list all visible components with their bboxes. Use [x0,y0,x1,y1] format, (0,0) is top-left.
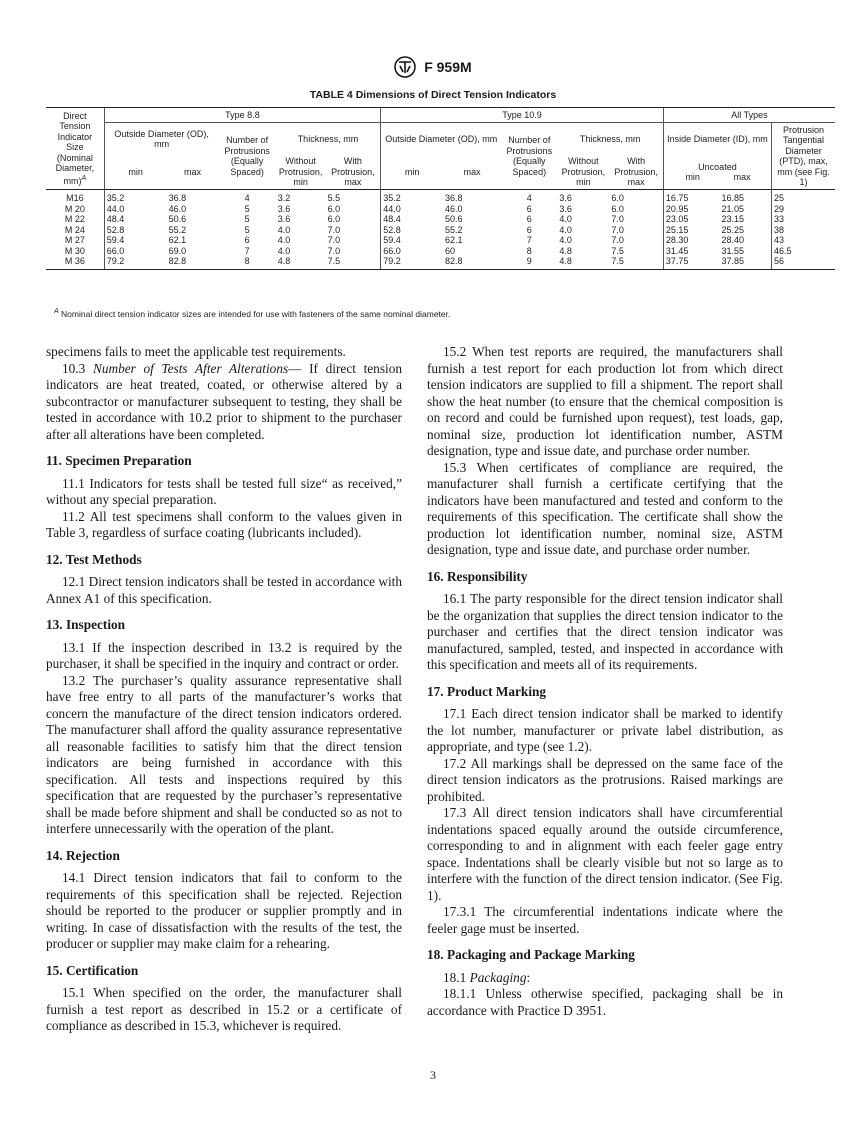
thick-without: Without Protrusion, min [276,155,326,190]
table-cell: 21.05 [721,203,745,214]
table-cell: 6 [526,214,532,224]
table-cell: 28.30 [663,235,719,246]
table-cell: 6.0 [611,203,624,214]
table-cell: 82.8 [443,256,501,269]
table-cell: 56 [771,256,835,269]
table-row [46,235,835,246]
table-cell: M 22 [64,214,85,224]
od-min-109: min [381,155,443,190]
table-cell: M 30 [64,245,85,256]
table-cell: 48.4 [104,214,166,225]
od-max: max [167,155,219,190]
paragraph: 11.1 Indicators for tests shall be tested full size“ as received,” without any special preparation. [46,475,402,507]
table-footnote: $^A$ Nominal direct tension indicator sizes are intended for use with fasteners of the same nominal diameter. [54,308,451,319]
table-cell: M 24 [64,224,85,235]
paragraph: specimens fails to meet the applicable test requirements. [46,344,346,359]
table-cell: 3.6 [277,214,291,224]
table-cell: 59.4 [104,235,166,246]
table-cell: 7 [526,235,532,245]
table-cell: 6.0 [327,203,341,214]
paragraph: 16.1 The party responsible for the direct tension indicator shall be the organization that supplies the direct tension indicator to the purchaser and certifies that the direct tension indicator was manufactured, sampled, tested, and inspected in accordance with this specification and meets all of its requirements. [427,591,783,672]
astm-logo-icon [394,56,416,81]
paragraph: 14.1 Direct tension indicators that fail to conform to the requirements of this specification shall be rejected. Rejection should be reported to the producer or supplier promptly and in writing. In case of dissatisfaction with the results of the test, the producer or supplier may make claim for a rehearing. [46,870,402,951]
table-cell: 35.2 [104,190,166,204]
table-cell: 7.0 [327,245,341,256]
table-cell: 5.5 [327,193,341,203]
table-cell: 16.75 [663,190,719,204]
table-cell: 55.2 [445,224,463,235]
table-row [46,190,835,204]
table-cell: 7.0 [611,235,624,245]
table-cell: 29 [771,204,835,215]
col-header-size: Direct Tension Indicator Size (Nominal Diameter, mm)$^A$ [46,108,104,190]
table-cell: 16.85 [721,193,745,203]
section-heading: 11. Specimen Preparation [46,453,192,468]
id-uncoated: Uncoated min max [663,155,771,190]
document-designation: F 959M [424,59,472,76]
table-cell: M16 [66,193,84,203]
thick-without-109: Without Protrusion, min [557,155,609,190]
table-row [46,256,835,269]
table-cell: 48.4 [381,214,443,225]
table-cell: 4 [526,193,532,203]
section-heading: 17. Product Marking [427,683,547,699]
table-caption: TABLE 4 Dimensions of Direct Tension Indicators [309,89,557,101]
col-header-ptd: Protrusion Tangential Diameter (PTD), max, mm (see Fig. 1) [771,123,835,190]
table-cell: 5 [244,214,250,224]
table-cell: 79.2 [381,256,443,269]
col-header-id: Inside Diameter (ID), mm [663,123,771,156]
section-heading: 15. Certification [46,962,139,978]
table-cell: 43 [771,235,835,246]
table-cell: 37.85 [720,256,772,269]
table-cell: 7.5 [326,256,381,269]
table-cell: 6.0 [611,193,624,203]
group-type-8-8: Type 8.8 [104,108,380,123]
table-cell: 7.0 [611,214,624,224]
table-cell: 7.0 [327,235,341,245]
paragraph: 15.2 When test reports are required, the manufacturers shall furnish a test report for each production lot from which direct tension indicators are supplied to fill a shipment. The report shall show the heat number (to ensure that the chemical composition is on record and could be furnished upon request), test loads, gap, nominal size, production lot identification number, ASTM designation, type and issue date, and purchase order number. [427,344,783,458]
od-max-109: max [443,155,501,190]
paragraph: 18.1 Packaging: [443,969,531,985]
table-cell: 4.8 [276,256,326,269]
table-cell: 6 [244,235,250,245]
table-cell: 50.6 [168,214,187,224]
col-header-protrusions: Number of Protrusions (Equally Spaced) [219,123,276,190]
table-cell: 23.05 [663,214,719,225]
paragraph: 13.2 The purchaser’s quality assurance representative shall have free entry to all parts of the manufacturer’s works that concern the manufacture of the direct tension indicators ordered. The manufacturer shall afford the quality assurance representative all reasonable facilities to satisfy him that the direct tension indicators are being furnished in accordance with this specification. All tests and inspections required by this specification that are requested by the purchaser’s representative shall be made before shipment and shall be conducted so as not to interfere unnecessarily with the operation of the plant. [46,672,402,836]
col-header-protrusions-109: Number of Protrusions (Equally Spaced) [501,123,557,190]
table-cell: 25.25 [721,224,745,235]
table-cell: 59.4 [381,235,443,246]
paragraph: 17.1 Each direct tension indicator shall be marked to identify the lot number, manufacturer or private label distribution, as appropriate, and type (see 1.2). [427,706,783,754]
page-header [0,56,866,81]
table-cell: 69.0 [168,245,187,256]
group-all-types: All Types [663,108,835,123]
table-cell: 50.6 [445,214,463,224]
table-cell: 6 [526,203,532,214]
paragraph: 18.1.1 Unless otherwise specified, packaging shall be in accordance with Practice D 3951. [427,986,783,1018]
section-heading: 16. Responsibility [427,568,528,584]
table-cell: 8 [526,245,532,256]
table-cell: 9 [501,256,557,269]
table-cell: M 27 [64,235,85,245]
table-cell: 3.2 [277,193,291,203]
table-cell: 5 [244,203,250,214]
table-cell: 5 [244,224,250,235]
thick-with-109: With Protrusion, max [609,155,663,190]
table-cell: 46.0 [445,203,463,214]
table-cell: 7.5 [611,245,624,256]
table-cell: 82.8 [167,256,219,269]
paragraph: 10.3 Number of Tests After Alterations— If direct tension indicators are heat treated, coated, or otherwise altered by a subcontractor or manufacturer subsequent to testing, they shall be tested in accordance with 10.2 prior to shipment to the purchaser after all alterations have been completed. [46,360,402,442]
table-cell: 4.8 [557,256,609,269]
table-cell: 4.0 [559,224,572,235]
page-number: 3 [430,1068,436,1082]
col-header-thickness: Thickness, mm [297,133,359,144]
paragraph: 17.3 All direct tension indicators shall have circumferential indentations spaced equally around the outside circumference, corresponding to and in alignment with each feeler gage entry space. Indentations shall be clearly visible but not so large as to interfere with the function of the direct tension indicator. (See Fig. 1). [427,805,783,903]
table-cell: 7.0 [327,224,341,235]
table-cell: 7.5 [609,256,663,269]
table-cell: 79.2 [104,256,166,269]
section-heading: 14. Rejection [46,847,120,863]
col-header-od-109: Outside Diameter (OD), mm [381,123,502,156]
paragraph: 17.3.1 The circumferential indentations indicate where the feeler gage must be inserted. [427,904,783,936]
table-cell: M 36 [46,256,104,269]
table-cell: 62.1 [445,235,463,245]
table-cell: 52.8 [104,225,166,236]
table-cell: 62.1 [168,235,187,245]
group-type-10-9: Type 10.9 [381,108,664,123]
table-cell: 3.6 [559,193,572,203]
table-cell: 20.95 [663,204,719,215]
section-heading: 18. Packaging and Package Marking [427,947,635,962]
paragraph: 15.3 When certificates of compliance are required, the manufacturer shall furnish a certificate certifying that the indicators have been manufactured and tested and conform to the requirements of this specification. The certificate shall show the production lot identification number, nominal size, ASTM designation, type and issue date, and purchase order number. [427,459,783,557]
od-min: min [104,155,166,190]
table-cell: 4.0 [559,235,572,245]
table-cell: 8 [219,256,276,269]
table-cell: 44.0 [104,204,166,215]
table-cell: 4.0 [559,214,572,224]
paragraph: 13.1 If the inspection described in 13.2 is required by the purchaser, it shall be specified in the inquiry and contract or order. [46,639,402,671]
table-cell: 7.0 [611,224,624,235]
table-cell: 35.2 [381,190,443,204]
table-cell: 28.40 [721,235,745,245]
table-cell: 4.0 [277,224,291,235]
table-cell: 44.0 [381,204,443,215]
right-column [427,344,783,1019]
table-row [46,214,835,225]
table-cell: 38 [771,225,835,236]
table-cell: 7 [244,245,250,256]
left-column [46,344,402,1035]
table-row [46,204,835,215]
table-cell: 52.8 [381,225,443,236]
table-cell: 66.0 [381,246,443,257]
table-cell: 33 [771,214,835,225]
table-cell: 46.5 [771,246,835,257]
thick-with: With Protrusion, max [326,155,381,190]
table-cell: 36.8 [445,193,463,203]
paragraph: 12.1 Direct tension indicators shall be tested in accordance with Annex A1 of this specification. [46,574,402,606]
table-cell: 37.75 [663,256,719,269]
table-cell: 4.8 [559,245,572,256]
col-header-thickness-109: Thickness, mm [579,133,641,144]
table-cell: 3.6 [559,203,572,214]
dimensions-table [46,107,835,270]
paragraph: 11.2 All test specimens shall conform to the values given in Table 3, regardless of surface coating (lubricants included). [46,508,402,540]
table-cell: 36.8 [168,193,187,203]
table-cell: 31.45 [663,246,719,257]
table-cell: 55.2 [168,224,187,235]
table-row [46,246,835,257]
table-cell: 66.0 [104,246,166,257]
table-cell: 25 [771,190,835,204]
table-cell: 23.15 [721,214,745,224]
table-cell: M 20 [64,203,85,214]
table-cell: 25.15 [663,225,719,236]
table-cell: 4.0 [277,245,291,256]
paragraph: 17.2 All markings shall be depressed on the same face of the direct tension indicators as the protrusions. Raised markings are prohibited. [427,755,783,804]
table-cell: 46.0 [168,203,187,214]
table-cell: 4.0 [277,235,291,245]
table-cell: 6 [526,224,532,235]
paragraph: 15.1 When specified on the order, the manufacturer shall furnish a test report as described in 15.2 or a certificate of compliance as described in 15.3, whichever is required. [46,985,402,1033]
table-row [46,225,835,236]
table-cell: 3.6 [277,203,291,214]
table-cell: 6.0 [327,214,341,224]
section-heading: 12. Test Methods [46,551,142,567]
table-cell: 4 [244,193,250,203]
table-cell: 60 [445,245,456,256]
section-heading: 13. Inspection [46,617,126,632]
table-cell: 31.55 [721,245,745,256]
col-header-od: Outside Diameter (OD), mm [104,123,218,156]
